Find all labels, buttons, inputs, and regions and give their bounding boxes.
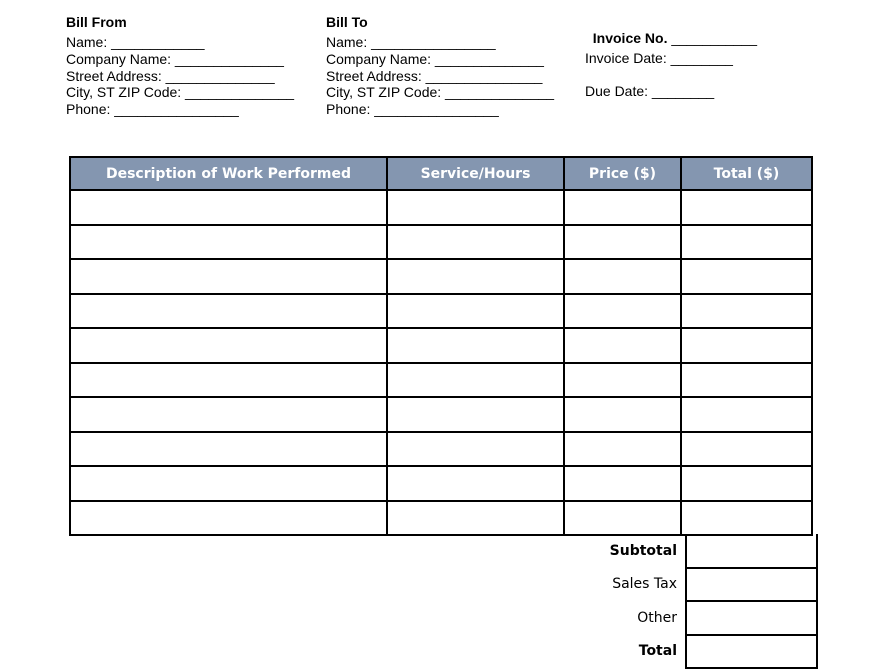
bill-from-phone-field[interactable]: Phone: ________________ (66, 101, 239, 117)
table-header-row (70, 157, 812, 190)
table-row (70, 466, 812, 501)
price-cell[interactable] (564, 190, 681, 225)
price-cell[interactable] (564, 466, 681, 501)
subtotal-cell[interactable] (686, 534, 817, 568)
description-cell[interactable] (70, 363, 387, 398)
table-row (70, 190, 812, 225)
price-cell[interactable] (564, 501, 681, 536)
table-row (70, 397, 812, 432)
sales-tax-cell[interactable] (686, 568, 817, 602)
description-cell[interactable] (70, 190, 387, 225)
price-cell[interactable] (564, 432, 681, 467)
header-total: Total ($) (681, 157, 812, 190)
due-date-field[interactable]: Due Date: ________ (585, 83, 715, 99)
line-total-cell[interactable] (681, 225, 812, 260)
price-cell[interactable] (564, 397, 681, 432)
total-cell[interactable] (686, 635, 817, 669)
line-total-cell[interactable] (681, 466, 812, 501)
line-total-cell[interactable] (681, 432, 812, 467)
price-cell[interactable] (564, 259, 681, 294)
description-cell[interactable] (70, 397, 387, 432)
bill-to-section (326, 14, 554, 118)
service-hours-cell[interactable] (387, 363, 564, 398)
table-row (70, 501, 812, 536)
service-hours-cell[interactable] (387, 294, 564, 329)
bill-from-company-field[interactable]: Company Name: ______________ (66, 50, 284, 67)
totals-table (560, 534, 818, 669)
other-row (560, 601, 817, 635)
header-description: Description of Work Performed (70, 157, 387, 190)
bill-from-name-field[interactable]: Name: ____________ (66, 34, 205, 50)
subtotal-row (560, 534, 817, 568)
line-total-cell[interactable] (681, 501, 812, 536)
bill-to-city-field[interactable]: City, ST ZIP Code: ______________ (326, 84, 555, 101)
table-row (70, 432, 812, 467)
invoice-number-row[interactable] (585, 14, 757, 46)
price-cell[interactable] (564, 225, 681, 260)
header-service-hours: Service/Hours (387, 157, 564, 190)
service-hours-cell[interactable] (387, 432, 564, 467)
header-price: Price ($) (564, 157, 681, 190)
bill-to-name-field[interactable]: Name: ________________ (326, 34, 496, 50)
bill-to-street-field[interactable]: Street Address: _______________ (326, 67, 543, 84)
bill-from-section (66, 14, 294, 118)
bill-from-street-field[interactable]: Street Address: ______________ (66, 67, 275, 84)
total-label: Total (638, 643, 677, 660)
bill-to-phone-field[interactable]: Phone: ________________ (326, 101, 499, 117)
service-hours-cell[interactable] (387, 328, 564, 363)
service-hours-cell[interactable] (387, 466, 564, 501)
description-cell[interactable] (70, 294, 387, 329)
service-hours-cell[interactable] (387, 225, 564, 260)
table-row (70, 259, 812, 294)
line-total-cell[interactable] (681, 190, 812, 225)
subtotal-label: Subtotal (609, 542, 677, 559)
service-hours-cell[interactable] (387, 501, 564, 536)
bill-to-heading: Bill To (326, 14, 368, 30)
description-cell[interactable] (70, 432, 387, 467)
description-cell[interactable] (70, 328, 387, 363)
description-cell[interactable] (70, 466, 387, 501)
invoice-number-label: Invoice No. (592, 30, 668, 46)
table-row (70, 294, 812, 329)
line-total-cell[interactable] (681, 397, 812, 432)
bill-to-company-field[interactable]: Company Name: ______________ (326, 50, 544, 67)
table-row (70, 225, 812, 260)
description-cell[interactable] (70, 225, 387, 260)
price-cell[interactable] (564, 294, 681, 329)
work-items-table (69, 156, 813, 536)
other-label: Other (637, 609, 677, 626)
line-total-cell[interactable] (681, 328, 812, 363)
service-hours-cell[interactable] (387, 397, 564, 432)
line-total-cell[interactable] (681, 294, 812, 329)
total-row (560, 635, 817, 669)
price-cell[interactable] (564, 328, 681, 363)
sales-tax-label: Sales Tax (612, 576, 677, 593)
other-cell[interactable] (686, 601, 817, 635)
line-total-cell[interactable] (681, 363, 812, 398)
line-total-cell[interactable] (681, 259, 812, 294)
table-row (70, 363, 812, 398)
description-cell[interactable] (70, 501, 387, 536)
bill-from-city-field[interactable]: City, ST ZIP Code: ______________ (66, 84, 295, 101)
description-cell[interactable] (70, 259, 387, 294)
price-cell[interactable] (564, 363, 681, 398)
service-hours-cell[interactable] (387, 190, 564, 225)
table-row (70, 328, 812, 363)
service-hours-cell[interactable] (387, 259, 564, 294)
bill-from-heading: Bill From (66, 14, 127, 30)
sales-tax-row (560, 568, 817, 602)
invoice-date-field[interactable]: Invoice Date: ________ (585, 50, 733, 66)
table-body (70, 190, 812, 535)
invoice-number-field[interactable]: ___________ (667, 30, 758, 46)
